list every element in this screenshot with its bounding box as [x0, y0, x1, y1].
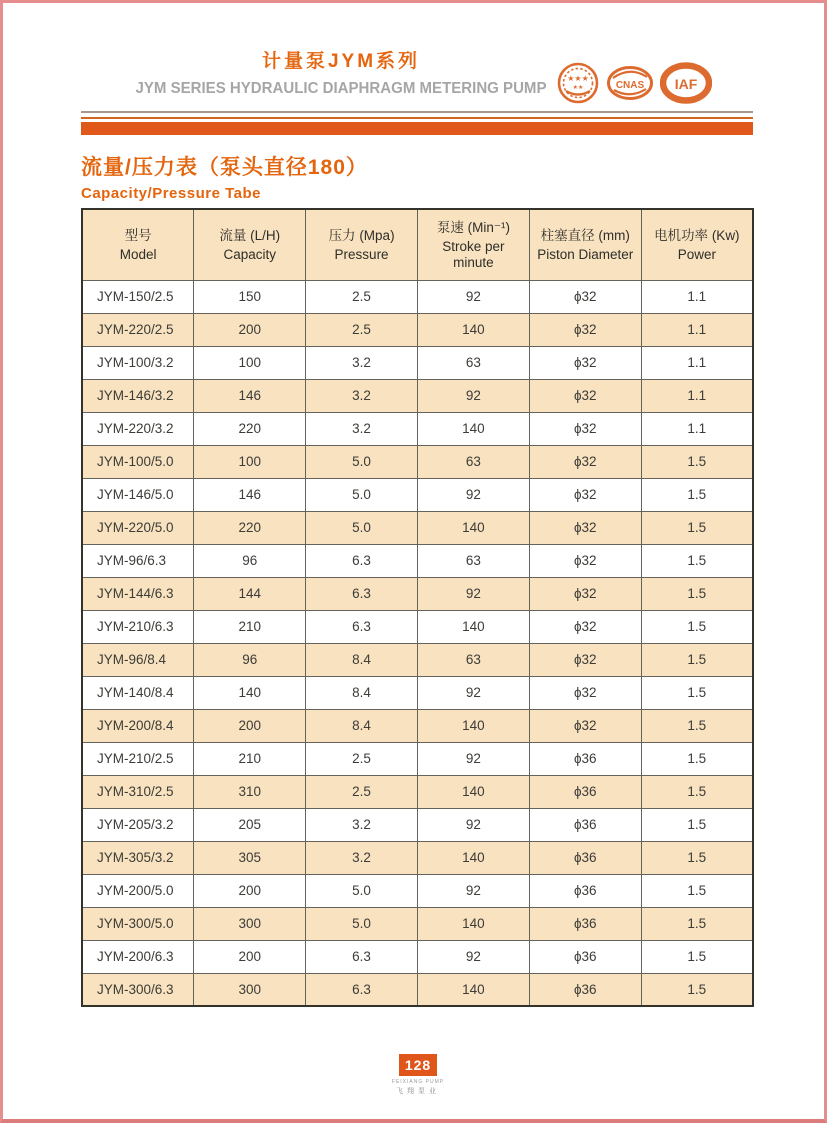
value-cell: ϕ36: [529, 973, 641, 1006]
value-cell: 3.2: [306, 379, 418, 412]
model-cell: JYM-210/2.5: [82, 742, 194, 775]
value-cell: 1.5: [641, 808, 753, 841]
value-cell: 92: [417, 577, 529, 610]
value-cell: 5.0: [306, 907, 418, 940]
value-cell: 1.5: [641, 478, 753, 511]
value-cell: ϕ32: [529, 544, 641, 577]
value-cell: 1.5: [641, 445, 753, 478]
model-cell: JYM-310/2.5: [82, 775, 194, 808]
value-cell: 92: [417, 379, 529, 412]
value-cell: 140: [194, 676, 306, 709]
value-cell: 8.4: [306, 709, 418, 742]
model-cell: JYM-140/8.4: [82, 676, 194, 709]
value-cell: 150: [194, 280, 306, 313]
value-cell: 200: [194, 874, 306, 907]
value-cell: 140: [417, 841, 529, 874]
value-cell: ϕ32: [529, 478, 641, 511]
value-cell: 92: [417, 940, 529, 973]
table-header: [82, 209, 753, 280]
divider-orange-bar: [81, 122, 753, 135]
page-number-badge: 128: [399, 1054, 437, 1076]
model-cell: JYM-96/8.4: [82, 643, 194, 676]
value-cell: 3.2: [306, 808, 418, 841]
iaf-logo-icon: [660, 62, 712, 109]
table-row: [82, 808, 753, 841]
value-cell: 1.1: [641, 313, 753, 346]
table-row: [82, 643, 753, 676]
value-cell: 3.2: [306, 412, 418, 445]
certification-seal-icon: [556, 58, 600, 113]
capacity-pressure-table: [81, 208, 754, 1007]
value-cell: ϕ32: [529, 412, 641, 445]
value-cell: 6.3: [306, 973, 418, 1006]
value-cell: 205: [194, 808, 306, 841]
value-cell: 6.3: [306, 577, 418, 610]
value-cell: ϕ32: [529, 280, 641, 313]
value-cell: 310: [194, 775, 306, 808]
value-cell: 8.4: [306, 676, 418, 709]
value-cell: 2.5: [306, 280, 418, 313]
value-cell: ϕ36: [529, 841, 641, 874]
value-cell: ϕ36: [529, 907, 641, 940]
value-cell: 5.0: [306, 478, 418, 511]
model-cell: JYM-100/3.2: [82, 346, 194, 379]
value-cell: 2.5: [306, 742, 418, 775]
svg-text:IAF: IAF: [674, 76, 698, 92]
value-cell: 3.2: [306, 346, 418, 379]
column-header: 流量 (L/H) Capacity: [194, 209, 306, 280]
value-cell: 1.1: [641, 346, 753, 379]
value-cell: 300: [194, 907, 306, 940]
value-cell: 300: [194, 973, 306, 1006]
certification-logos: [556, 58, 712, 113]
model-cell: JYM-210/6.3: [82, 610, 194, 643]
divider-tan-line: [81, 111, 753, 113]
value-cell: 1.5: [641, 643, 753, 676]
table-row: [82, 775, 753, 808]
table-row: [82, 676, 753, 709]
model-cell: JYM-300/6.3: [82, 973, 194, 1006]
value-cell: 1.1: [641, 412, 753, 445]
value-cell: 2.5: [306, 775, 418, 808]
column-header: 压力 (Mpa) Pressure: [306, 209, 418, 280]
value-cell: 63: [417, 445, 529, 478]
value-cell: 1.5: [641, 940, 753, 973]
table-row: [82, 346, 753, 379]
model-cell: JYM-146/5.0: [82, 478, 194, 511]
footer-brand-en: FEIXIANG PUMP: [391, 1079, 445, 1085]
section-title-en: Capacity/Pressure Tabe: [81, 185, 261, 202]
value-cell: 1.5: [641, 742, 753, 775]
value-cell: 5.0: [306, 874, 418, 907]
value-cell: 1.1: [641, 379, 753, 412]
value-cell: 140: [417, 313, 529, 346]
value-cell: 92: [417, 478, 529, 511]
footer-brand-cn: 飞翔泵业: [396, 1088, 440, 1095]
table-row: [82, 280, 753, 313]
value-cell: 92: [417, 676, 529, 709]
table-row: [82, 544, 753, 577]
value-cell: ϕ32: [529, 709, 641, 742]
model-cell: JYM-150/2.5: [82, 280, 194, 313]
svg-text:★★★: ★★★: [567, 74, 589, 83]
table-row: [82, 511, 753, 544]
value-cell: 1.5: [641, 577, 753, 610]
value-cell: 1.5: [641, 907, 753, 940]
value-cell: 8.4: [306, 643, 418, 676]
page-header: [81, 51, 601, 98]
value-cell: 1.5: [641, 841, 753, 874]
value-cell: 146: [194, 478, 306, 511]
value-cell: ϕ32: [529, 445, 641, 478]
svg-text:★★: ★★: [572, 85, 584, 91]
value-cell: 5.0: [306, 511, 418, 544]
value-cell: 200: [194, 709, 306, 742]
value-cell: 1.5: [641, 610, 753, 643]
model-cell: JYM-146/3.2: [82, 379, 194, 412]
value-cell: 96: [194, 643, 306, 676]
table-row: [82, 742, 753, 775]
table-row: [82, 379, 753, 412]
value-cell: 92: [417, 808, 529, 841]
table-row: [82, 940, 753, 973]
value-cell: ϕ32: [529, 511, 641, 544]
value-cell: 140: [417, 709, 529, 742]
value-cell: 5.0: [306, 445, 418, 478]
value-cell: ϕ32: [529, 676, 641, 709]
table-row: [82, 577, 753, 610]
series-title-cn: 计量泵JYM系列: [261, 51, 421, 72]
table-row: [82, 610, 753, 643]
value-cell: 96: [194, 544, 306, 577]
model-cell: JYM-205/3.2: [82, 808, 194, 841]
value-cell: 200: [194, 313, 306, 346]
value-cell: 1.5: [641, 709, 753, 742]
table-row: [82, 874, 753, 907]
model-cell: JYM-300/5.0: [82, 907, 194, 940]
svg-text:CNAS: CNAS: [615, 80, 645, 91]
value-cell: 92: [417, 280, 529, 313]
value-cell: 1.5: [641, 511, 753, 544]
value-cell: 100: [194, 445, 306, 478]
model-cell: JYM-200/8.4: [82, 709, 194, 742]
table-row: [82, 841, 753, 874]
value-cell: 210: [194, 610, 306, 643]
value-cell: ϕ36: [529, 874, 641, 907]
value-cell: 63: [417, 544, 529, 577]
value-cell: ϕ36: [529, 775, 641, 808]
value-cell: 2.5: [306, 313, 418, 346]
table-row: [82, 478, 753, 511]
value-cell: 1.5: [641, 775, 753, 808]
value-cell: ϕ32: [529, 643, 641, 676]
section-title-cn: 流量/压力表（泵头直径180）: [81, 156, 368, 179]
table-row: [82, 412, 753, 445]
value-cell: ϕ36: [529, 940, 641, 973]
value-cell: 63: [417, 643, 529, 676]
value-cell: ϕ32: [529, 379, 641, 412]
model-cell: JYM-305/3.2: [82, 841, 194, 874]
value-cell: 200: [194, 940, 306, 973]
value-cell: 1.5: [641, 874, 753, 907]
table-row: [82, 709, 753, 742]
value-cell: 92: [417, 742, 529, 775]
value-cell: 1.5: [641, 676, 753, 709]
value-cell: 6.3: [306, 940, 418, 973]
series-title-en: JYM SERIES HYDRAULIC DIAPHRAGM METERING PUMP: [135, 79, 547, 97]
table-row: [82, 973, 753, 1006]
divider-orange-line: [81, 117, 753, 119]
value-cell: 1.5: [641, 544, 753, 577]
value-cell: 140: [417, 907, 529, 940]
value-cell: 220: [194, 511, 306, 544]
value-cell: 1.1: [641, 280, 753, 313]
model-cell: JYM-96/6.3: [82, 544, 194, 577]
value-cell: 3.2: [306, 841, 418, 874]
value-cell: 210: [194, 742, 306, 775]
value-cell: ϕ36: [529, 742, 641, 775]
model-cell: JYM-100/5.0: [82, 445, 194, 478]
header-row: [82, 209, 753, 280]
value-cell: 140: [417, 412, 529, 445]
value-cell: 305: [194, 841, 306, 874]
value-cell: 100: [194, 346, 306, 379]
value-cell: 144: [194, 577, 306, 610]
value-cell: ϕ32: [529, 577, 641, 610]
section-header: [81, 151, 368, 202]
value-cell: 6.3: [306, 544, 418, 577]
value-cell: ϕ32: [529, 610, 641, 643]
value-cell: 140: [417, 511, 529, 544]
value-cell: 6.3: [306, 610, 418, 643]
model-cell: JYM-220/2.5: [82, 313, 194, 346]
value-cell: 1.5: [641, 973, 753, 1006]
model-cell: JYM-200/6.3: [82, 940, 194, 973]
value-cell: 140: [417, 610, 529, 643]
model-cell: JYM-144/6.3: [82, 577, 194, 610]
table-row: [82, 313, 753, 346]
value-cell: 92: [417, 874, 529, 907]
value-cell: ϕ32: [529, 313, 641, 346]
column-header: 柱塞直径 (mm) Piston Diameter: [529, 209, 641, 280]
value-cell: 140: [417, 775, 529, 808]
table-row: [82, 907, 753, 940]
table-row: [82, 445, 753, 478]
value-cell: 220: [194, 412, 306, 445]
model-cell: JYM-220/5.0: [82, 511, 194, 544]
column-header: 泵速 (Min⁻¹) Stroke per minute: [417, 209, 529, 280]
column-header: 电机功率 (Kw) Power: [641, 209, 753, 280]
cnas-logo-icon: [606, 64, 654, 107]
column-header: 型号 Model: [82, 209, 194, 280]
value-cell: 146: [194, 379, 306, 412]
value-cell: ϕ36: [529, 808, 641, 841]
value-cell: ϕ32: [529, 346, 641, 379]
header-divider: [81, 111, 753, 135]
value-cell: 140: [417, 973, 529, 1006]
pump-table-body: [82, 280, 753, 1006]
model-cell: JYM-220/3.2: [82, 412, 194, 445]
value-cell: 63: [417, 346, 529, 379]
model-cell: JYM-200/5.0: [82, 874, 194, 907]
